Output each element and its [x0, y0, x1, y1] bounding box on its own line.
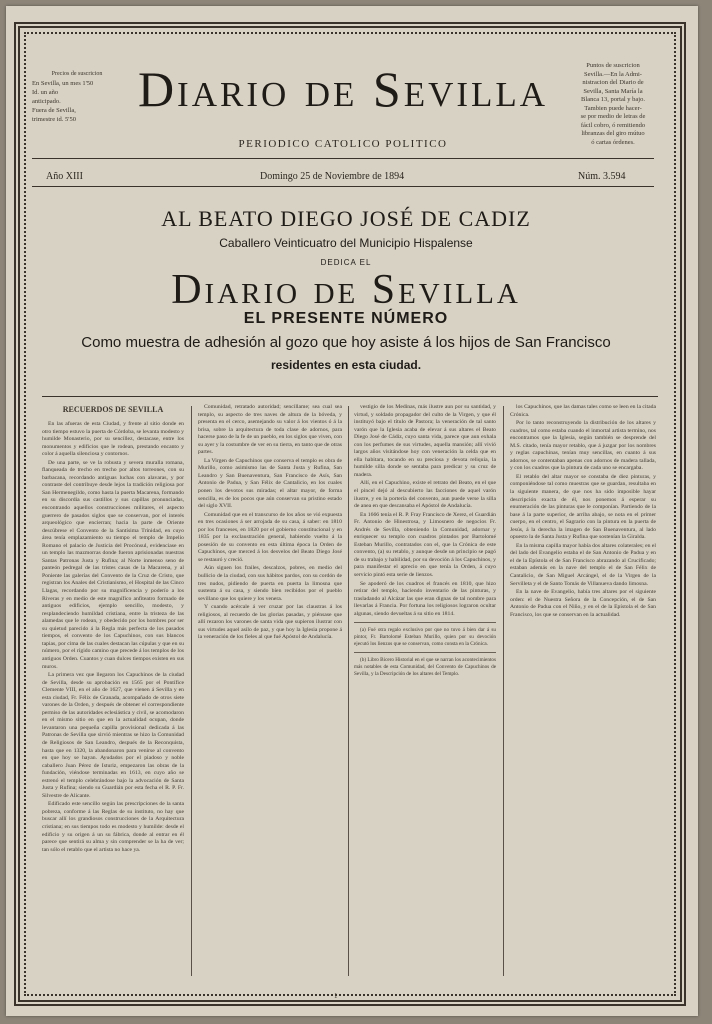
- article-heading: RECUERDOS DE SEVILLA: [62, 405, 164, 414]
- point-line: nistracion del Diario de: [582, 79, 644, 86]
- article-paragraph: Comunidad, retratado autoridad; sencillame; sea cual sea templo, su aspecto de tres naves de altura de la bóveda, y presenta en el cerco, asemejando su valor á los vientos ó á la brisa, sobre la arquitectura de toda clase de adornos, para hacerse paso de la fe de un pueblo, en los siglos que viven, con su ayer y la costumbre de ver en su tierra, en tanto que de otras partes.: [198, 404, 342, 456]
- subscription-points: [572, 62, 654, 147]
- page-number: 1: [334, 992, 338, 1000]
- masthead-rule: [32, 186, 654, 187]
- subscription-prices: [32, 70, 122, 124]
- article-column-4: [510, 404, 656, 979]
- article-paragraph: Aún siguen los frailes, descalzos, pobres, en medio del bullicio de la ciudad, con sus hábitos pardos, con su cordón de tres nudos, pidiendo de puerta en puerta la limosna que sustenta á su casa, y siendo bien recibidos por el pueblo sevillano que los quiere y los venera.: [198, 565, 342, 602]
- article-paragraph: Edificado este sencillo según las prescripciones de la santa pobreza, conforme á las Reglas de su instituto, no hay que buscar allí los grandiosos construcciones de la Arquitectura cristiana; en sus tiempos todo es modesto y humilde: desde el edificio y su origen á un su fábrica, donde al entrar en él parece que sentirá su alma y sin comprender se la ha de ver; tan sólo el retablo que el artista no hace ya.: [42, 801, 184, 853]
- newspaper-subtitle: PERIODICO CATOLICO POLITICO: [238, 138, 448, 150]
- point-line: se por medio de letras de: [580, 113, 646, 120]
- newspaper-page: [6, 6, 698, 1016]
- newspaper-title: Diario de Sevilla: [137, 61, 549, 117]
- article-footnote: (b) Libro Bicero Historial en el que se narran los acontecimientos más notables de esta Comunidad, del Convento de Capuchinos de Sevilla, y la Descripción de los altares del Templo.: [354, 652, 496, 678]
- column-rule: [503, 406, 504, 976]
- article-paragraph: En la misma capilla mayor había dos altares colaterales; en el del lado del Evangelio estaba el de San Antonio de Padua y en el de la Epístola el de San Francisco abrazando al Crucificado; estaban además en la nave del templo el de San Félix de Cantalicio, de San Miguel Arcángel, el de la Virgen de la Servilleta y el de Santo Tomás de Villanueva dando limosna.: [510, 542, 656, 587]
- dedication-paper-name: Diario de Sevilla: [171, 267, 521, 313]
- price-line: anticipado.: [32, 98, 61, 105]
- point-line: Sevilla.—En la Admi-: [584, 70, 642, 78]
- dedication-message: Como muestra de adhesión al gozo que hoy asiste á los hijos de San Francisco: [81, 334, 611, 351]
- price-line: En Sevilla, un mes 1'50: [32, 80, 94, 87]
- section-divider: [42, 396, 658, 397]
- issue-year: Año XIII: [46, 171, 83, 182]
- masthead-rule: [32, 158, 654, 159]
- dedication-dedica: DEDICA EL: [320, 258, 372, 267]
- point-line: Tambien puede hacer-: [584, 104, 642, 112]
- article-paragraph: vestigio de los Medinas, más ilustre aun por su santidad, y virtud, y soldado propagador del culto de la Virgen, y que él instituyó bajo el título de Pastora; la veneración de tal santo varón que la Iglesia acaba de elevar á sus altares el Beato Diego José de Cádiz, cuyo santa vida, parece que aun exhala con los perfumes de sus virtudes, aquella mansión; allí vivió largos años visitándose hoy con veneración la celda que en ella habitara, tocando en su preciosa y devota reliquia, la humilde silla donde se sentaba para predicar y su cruz de madera.: [354, 404, 496, 478]
- article-footnote: (a) Fué otra regalo exclusivo por que no tuvo á bien dar á su pintor, Fr. Bartolomé Esteban Murillo, quien por su devoción ejecutó los lienzos que se conservan, como consta en la Crónica.: [354, 622, 496, 648]
- article-column-3: [354, 404, 496, 979]
- dedication-subheading: Caballero Veinticuatro del Municipio Hispalense: [219, 236, 473, 250]
- point-line: ó cartas órdenes.: [591, 138, 635, 146]
- article-paragraph: Comunidad que en el transcurso de los años se vió expuesta en tres ocasiones á ser arrojada de su casa, á saber: en 1810 por los franceses, en 1820 por el gobierno constitucional y en 1835 por la exclaustración general, habiendo vuelto á la posesión de su convento en esta última época la Orden de Capuchinos, que merced á los desvelos del Beato Diego José se restauró y creció.: [198, 511, 342, 563]
- article-paragraph: Por lo tanto reconstruyendo la distribución de los altares y cuadros, tal como estaba cuando el inmortal artista termino, nos encontramos que la Iglesia, según también se desprende del M.S. citado, tenía mayor retablo, que á juzgar por los nombres y reglas capuchinas, tenían muy sencillas, en cuanto á sus adornos, se contentaban apenas con adornos de madera tallada, y con los cuadros que la pintura de cada uno se encargaba.: [510, 420, 656, 472]
- point-line: Blanca 13, portal y bajo.: [581, 96, 645, 103]
- article-paragraph: De una parte, se ve la robusta y severa muralla romana, flanqueada de trecho en trecho por altos torreones, con su barbacana, recordando antiguas luchas con alavaras, y por contraste del contribuye desde lejos la tradición religiosa por San Hermenegildo, como hasta la puerta Macarena, formando en su discordia sus castillos y sus capillas pronunciadas, encontrando aquellos construcciones militares, el aspecto guerrero de pasados siglos que se conservan, por el interés arqueológico que encierran; hacia la parte de Oriente descúbrese el Convento de la Santísima Trinidad, en cuyo área tenía emplazamiento su tiempo el templo de Impelio Romano el palacio de Justicia del Procónsul, evidenciase en un templo las mazmorras donde fueron aprisionadas nuestras Santas Patronas Justa y Rufina; al Norte inmenso seno de panteón pedregal de las tristes casas de la Macarena, y al Poniente las galerías del Convento de la Cruz de Cristo, que registran los Anales del Cristianismo, el Hospital de las Cinco Llagas, recordando por su magnificencia y poderío a los Riveras y en medio de este magnífico anfiteatro formado de antiguos edificios, ejemplo sencillo, modesto, y resplandeciendo humildad cristiana, entre la tristeza de las alamedas que le rodean, y obedecido por los hombres por ser su quietud parecido á la Regla más perfecta de los pasados tiempos, el convento de los Capuchinos, con sus blancos tapias, por cima de las cuales destacan las cúpulas y que en su número, por el rígido camino que precede á los templos de los antiguos Orden. Cuantos y cuan dulces tiempos existen en sus muros.: [42, 459, 184, 670]
- article-paragraph: El retablo del altar mayor se constaba de diez pinturas, y componiéndose tal como muestras que se guardan, resultaba en la siguiente manera, de que nos ha sido imposible hayar descripción exacta de él, nos ponemos á esperar su enumeración de las pinturas que le componían. Partiendo de la base á la parte superior, de arriba abajo, se nota en el primer cuerpo, en el centro, el Sagrario con la pintura en la puerta de Jesús, á la derecha la imagen de San Buenaventura, al lado opuesto la de Santa Justa y Rufina que sostenían la Giralda.: [510, 473, 656, 541]
- article-column-2: [198, 404, 342, 979]
- article-paragraph: Y cuando acércale á ver cruzar por las claustras á los religiosos, al recuerdo de las glorias pasadas, y piénsase que allí rezaron los varones de santa vida que supieron ilustrar con sus virtudes aquel asilo de paz, y que hoy la Iglesia propone á la veneración de los fieles al que fué Apóstol de Andalucía.: [198, 604, 342, 641]
- price-line: Id. un año: [32, 89, 59, 96]
- column-rule: [191, 406, 192, 976]
- article-paragraph: En 1666 tenía el R. P. Fray Francisco de Xerez, el Guardián Fr. Antonio de Hinestrosa, y Limosnero de negocios Fr. Andrés de Sevilla, obteniendo la Comunidad, adornar y enriquecer su templo con cuadros pintados por Bartolomé Esteban Murillo, contratados con el, que la Crónica de este convento, (a) su retablo, y aunque desde un principio se pagó de su trabajo y habilidad, por su devoción á los Capuchinos, y para manifestar el aprecio en que tenía la Orden, á cuyo servicio pintó esta serie de lienzos.: [354, 511, 496, 579]
- article-paragraph: Allí, en el Capuchino, existe el retrato del Beato, en el que el pincel dejó al descubierto las facciones de aquel varón ilustre, y en la portería del convento, aun puede verse la silla de anea en que descansaba el Apóstol de Andalucía.: [354, 480, 496, 510]
- issue-number: Núm. 3.594: [578, 171, 626, 182]
- subscription-prices-title: Precios de suscricion: [51, 71, 103, 77]
- article-paragraph: los Capuchinos, que las damas tales como se leen en la citada Crónica.: [510, 404, 656, 418]
- article-paragraph: La Virgen de Capuchinos que conserva el templo es obra de Murillo, como asimismo las de Santa Justa y Rufina, San Leandro y San Buenaventura, San Francisco de Asís, San Antonio de Padua, y San Félix de Cantalicio, en los cuales ponen los devotos sus miradas; el altar mayor, de forma sencilla, es de los pocos que aún conservan su pristino estado del siglo XVII.: [198, 457, 342, 510]
- article-paragraph: En las afueras de esta Ciudad, y frente al sitio donde en otro tiempo estuvo la puerta de Córdoba, se levanta modesto y humilde Monasterio, por su sencillez, destacase, entre los monumentos y edificios que le rodean, prestando encanto y color á aquella silenciosa y contornos.: [42, 421, 184, 458]
- point-line: Sevilla, Santa María la: [583, 87, 643, 95]
- price-line: Fuera de Sevilla,: [32, 107, 76, 114]
- point-line: fácil cobro, ó remitiendo: [580, 121, 646, 129]
- dedication-message-end: residentes en esta ciudad.: [270, 358, 422, 372]
- dedication-heading: AL BEATO DIEGO JOSÉ DE CADIZ: [161, 206, 531, 231]
- price-line: trimestre id. 5'50: [32, 116, 76, 123]
- column-rule: [348, 406, 349, 976]
- subscription-points-title: Puntos de suscricion: [586, 62, 640, 69]
- article-paragraph: En la nave de Evangelio, había tres altares por el siguiente orden: el de Nuestra Señora de la Concepción, el de San Antonio de Padua con el Niño, y en el de la Epístola el de San Francisco, los que se conservan en la actualidad.: [510, 589, 656, 618]
- article-column-1: [42, 404, 184, 979]
- article-paragraph: Se apoderó de los cuadros el francés en 1810, que hizo retirar del templo, haciendo inventario de las pinturas, y trasladando al Alcázar las que eran dignas de tal nombre para llevarlas á Francia. Por fortuna los religiosos lograron ocultar algunas, siendo devueltas á su sitio en 1814.: [354, 580, 496, 617]
- dedication-present-number: EL PRESENTE NÚMERO: [243, 310, 449, 327]
- issue-date: Domingo 25 de Noviembre de 1894: [260, 171, 405, 182]
- article-paragraph: La primera vez que llegaron los Capuchinos de la ciudad de Sevilla, desde su aprobación en 1565 por el Pontífice Clemente VIII, en el año de 1627, que vienen á Sevilla y en esta ciudad, Fr. Félix de Granada, acompañado de otros siete varones de la Orden, y después de obtener el correspondiente permiso de las autoridades eclesiástica y civil, se acomodaron en el mismo sitio en que en la actualidad ocupan, donde levantaron una pequeña capilla provisional dedicada á las Patronas de Sevilla que sirvió mientras se hizo la Comunidad de Religiosos de San Leandro, después de la Reconquista, hasta que en 1320, la abandonaron para venirse al convento en que hoy se hayan. Ayudados por el piadoso y noble caballero Juan Pérez de Isturiz, empezaron las obras de la fundación, viéndose terminadas en 1613, en cuyo año se estrenó el templo celebrándose bajo la advocación de Santa Justa y Rufina; siendo su Guardián por esta fecha el R. P. Fr. Silvestre de Alicante.: [42, 672, 184, 799]
- point-line: libranzas del giro mútuo: [581, 130, 645, 137]
